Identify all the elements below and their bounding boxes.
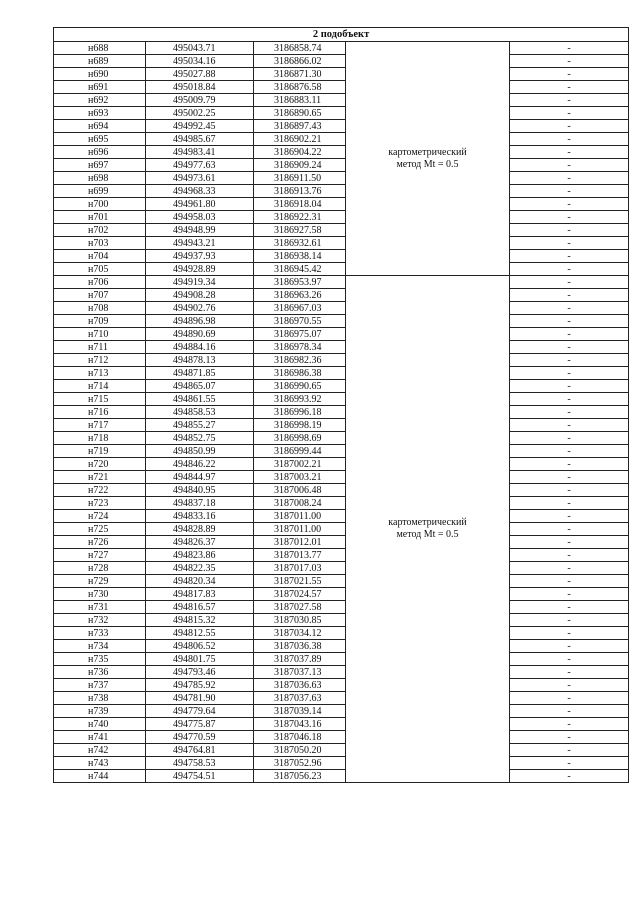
point-id-cell: н697 bbox=[54, 159, 146, 172]
y-coordinate-cell: 3186927.58 bbox=[254, 224, 346, 237]
note-cell: - bbox=[510, 341, 629, 354]
table-row bbox=[54, 770, 629, 783]
table-row bbox=[54, 367, 629, 380]
table-row bbox=[54, 484, 629, 497]
x-coordinate-cell: 495009.79 bbox=[146, 94, 254, 107]
x-coordinate-cell: 494785.92 bbox=[146, 679, 254, 692]
note-cell: - bbox=[510, 107, 629, 120]
note-cell: - bbox=[510, 94, 629, 107]
point-id-cell: н714 bbox=[54, 380, 146, 393]
point-id-cell: н725 bbox=[54, 523, 146, 536]
x-coordinate-cell: 494937.93 bbox=[146, 250, 254, 263]
point-id-cell: н739 bbox=[54, 705, 146, 718]
table-row bbox=[54, 718, 629, 731]
point-id-cell: н720 bbox=[54, 458, 146, 471]
y-coordinate-cell: 3186922.31 bbox=[254, 211, 346, 224]
x-coordinate-cell: 494840.95 bbox=[146, 484, 254, 497]
y-coordinate-cell: 3186975.07 bbox=[254, 328, 346, 341]
point-id-cell: н692 bbox=[54, 94, 146, 107]
note-cell: - bbox=[510, 692, 629, 705]
point-id-cell: н717 bbox=[54, 419, 146, 432]
note-cell: - bbox=[510, 276, 629, 289]
note-cell: - bbox=[510, 744, 629, 757]
y-coordinate-cell: 3186953.97 bbox=[254, 276, 346, 289]
note-cell: - bbox=[510, 393, 629, 406]
y-coordinate-cell: 3186967.03 bbox=[254, 302, 346, 315]
table-row bbox=[54, 744, 629, 757]
table-row bbox=[54, 432, 629, 445]
x-coordinate-cell: 494833.16 bbox=[146, 510, 254, 523]
x-coordinate-cell: 494890.69 bbox=[146, 328, 254, 341]
note-cell: - bbox=[510, 315, 629, 328]
table-row bbox=[54, 263, 629, 276]
y-coordinate-cell: 3187013.77 bbox=[254, 549, 346, 562]
note-cell: - bbox=[510, 757, 629, 770]
point-id-cell: н732 bbox=[54, 614, 146, 627]
y-coordinate-cell: 3186970.55 bbox=[254, 315, 346, 328]
y-coordinate-cell: 3186890.65 bbox=[254, 107, 346, 120]
point-id-cell: н711 bbox=[54, 341, 146, 354]
y-coordinate-cell: 3186978.34 bbox=[254, 341, 346, 354]
y-coordinate-cell: 3186909.24 bbox=[254, 159, 346, 172]
y-coordinate-cell: 3187052.96 bbox=[254, 757, 346, 770]
note-cell: - bbox=[510, 484, 629, 497]
table-row bbox=[54, 705, 629, 718]
point-id-cell: н741 bbox=[54, 731, 146, 744]
y-coordinate-cell: 3186945.42 bbox=[254, 263, 346, 276]
y-coordinate-cell: 3186911.50 bbox=[254, 172, 346, 185]
x-coordinate-cell: 494896.98 bbox=[146, 315, 254, 328]
x-coordinate-cell: 494758.53 bbox=[146, 757, 254, 770]
point-id-cell: н742 bbox=[54, 744, 146, 757]
x-coordinate-cell: 494775.87 bbox=[146, 718, 254, 731]
x-coordinate-cell: 494816.57 bbox=[146, 601, 254, 614]
y-coordinate-cell: 3186990.65 bbox=[254, 380, 346, 393]
note-cell: - bbox=[510, 640, 629, 653]
table-row bbox=[54, 354, 629, 367]
table-row bbox=[54, 549, 629, 562]
x-coordinate-cell: 495002.25 bbox=[146, 107, 254, 120]
note-cell: - bbox=[510, 380, 629, 393]
y-coordinate-cell: 3186876.58 bbox=[254, 81, 346, 94]
point-id-cell: н715 bbox=[54, 393, 146, 406]
x-coordinate-cell: 494837.18 bbox=[146, 497, 254, 510]
x-coordinate-cell: 494812.55 bbox=[146, 627, 254, 640]
x-coordinate-cell: 494884.16 bbox=[146, 341, 254, 354]
point-id-cell: н713 bbox=[54, 367, 146, 380]
table-row bbox=[54, 419, 629, 432]
y-coordinate-cell: 3186871.30 bbox=[254, 68, 346, 81]
x-coordinate-cell: 494943.21 bbox=[146, 237, 254, 250]
x-coordinate-cell: 494928.89 bbox=[146, 263, 254, 276]
y-coordinate-cell: 3187037.89 bbox=[254, 653, 346, 666]
point-id-cell: н724 bbox=[54, 510, 146, 523]
table-row bbox=[54, 588, 629, 601]
x-coordinate-cell: 494983.41 bbox=[146, 146, 254, 159]
table-row bbox=[54, 692, 629, 705]
y-coordinate-cell: 3187002.21 bbox=[254, 458, 346, 471]
note-cell: - bbox=[510, 224, 629, 237]
point-id-cell: н738 bbox=[54, 692, 146, 705]
table-row bbox=[54, 159, 629, 172]
x-coordinate-cell: 494948.99 bbox=[146, 224, 254, 237]
y-coordinate-cell: 3187024.57 bbox=[254, 588, 346, 601]
x-coordinate-cell: 494908.28 bbox=[146, 289, 254, 302]
point-id-cell: н735 bbox=[54, 653, 146, 666]
table-row bbox=[54, 562, 629, 575]
table-row bbox=[54, 185, 629, 198]
y-coordinate-cell: 3187011.00 bbox=[254, 510, 346, 523]
x-coordinate-cell: 494865.07 bbox=[146, 380, 254, 393]
point-id-cell: н712 bbox=[54, 354, 146, 367]
note-cell: - bbox=[510, 731, 629, 744]
point-id-cell: н718 bbox=[54, 432, 146, 445]
point-id-cell: н691 bbox=[54, 81, 146, 94]
point-id-cell: н721 bbox=[54, 471, 146, 484]
table-row bbox=[54, 315, 629, 328]
x-coordinate-cell: 494961.80 bbox=[146, 198, 254, 211]
note-cell: - bbox=[510, 146, 629, 159]
note-cell: - bbox=[510, 289, 629, 302]
table-row bbox=[54, 276, 629, 289]
note-cell: - bbox=[510, 198, 629, 211]
y-coordinate-cell: 3186866.02 bbox=[254, 55, 346, 68]
y-coordinate-cell: 3187037.13 bbox=[254, 666, 346, 679]
x-coordinate-cell: 494846.22 bbox=[146, 458, 254, 471]
table-row bbox=[54, 523, 629, 536]
note-cell: - bbox=[510, 666, 629, 679]
note-cell: - bbox=[510, 159, 629, 172]
table-row bbox=[54, 198, 629, 211]
point-id-cell: н728 bbox=[54, 562, 146, 575]
x-coordinate-cell: 494977.63 bbox=[146, 159, 254, 172]
note-cell: - bbox=[510, 55, 629, 68]
x-coordinate-cell: 494919.34 bbox=[146, 276, 254, 289]
x-coordinate-cell: 494844.97 bbox=[146, 471, 254, 484]
note-cell: - bbox=[510, 445, 629, 458]
note-cell: - bbox=[510, 614, 629, 627]
note-cell: - bbox=[510, 627, 629, 640]
table-row bbox=[54, 757, 629, 770]
table-row bbox=[54, 614, 629, 627]
y-coordinate-cell: 3187003.21 bbox=[254, 471, 346, 484]
y-coordinate-cell: 3186902.21 bbox=[254, 133, 346, 146]
table-row bbox=[54, 211, 629, 224]
point-id-cell: н696 bbox=[54, 146, 146, 159]
x-coordinate-cell: 494855.27 bbox=[146, 419, 254, 432]
table-row bbox=[54, 172, 629, 185]
point-id-cell: н702 bbox=[54, 224, 146, 237]
x-coordinate-cell: 494968.33 bbox=[146, 185, 254, 198]
x-coordinate-cell: 494850.99 bbox=[146, 445, 254, 458]
note-cell: - bbox=[510, 211, 629, 224]
y-coordinate-cell: 3187039.14 bbox=[254, 705, 346, 718]
point-id-cell: н743 bbox=[54, 757, 146, 770]
note-cell: - bbox=[510, 302, 629, 315]
note-cell: - bbox=[510, 718, 629, 731]
note-cell: - bbox=[510, 510, 629, 523]
point-id-cell: н719 bbox=[54, 445, 146, 458]
y-coordinate-cell: 3186998.69 bbox=[254, 432, 346, 445]
point-id-cell: н704 bbox=[54, 250, 146, 263]
table-row bbox=[54, 289, 629, 302]
table-row bbox=[54, 380, 629, 393]
y-coordinate-cell: 3186993.92 bbox=[254, 393, 346, 406]
x-coordinate-cell: 494781.90 bbox=[146, 692, 254, 705]
table-row bbox=[54, 250, 629, 263]
x-coordinate-cell: 494852.75 bbox=[146, 432, 254, 445]
note-cell: - bbox=[510, 458, 629, 471]
note-cell: - bbox=[510, 601, 629, 614]
table-row bbox=[54, 406, 629, 419]
point-id-cell: н737 bbox=[54, 679, 146, 692]
table-row bbox=[54, 94, 629, 107]
y-coordinate-cell: 3186918.04 bbox=[254, 198, 346, 211]
x-coordinate-cell: 494817.83 bbox=[146, 588, 254, 601]
y-coordinate-cell: 3187037.63 bbox=[254, 692, 346, 705]
note-cell: - bbox=[510, 679, 629, 692]
y-coordinate-cell: 3187021.55 bbox=[254, 575, 346, 588]
note-cell: - bbox=[510, 562, 629, 575]
table-row bbox=[54, 653, 629, 666]
point-id-cell: н708 bbox=[54, 302, 146, 315]
coordinates-document bbox=[53, 27, 628, 862]
x-coordinate-cell: 495043.71 bbox=[146, 42, 254, 55]
note-cell: - bbox=[510, 367, 629, 380]
note-cell: - bbox=[510, 419, 629, 432]
y-coordinate-cell: 3186986.38 bbox=[254, 367, 346, 380]
point-id-cell: н695 bbox=[54, 133, 146, 146]
y-coordinate-cell: 3187011.00 bbox=[254, 523, 346, 536]
table-row bbox=[54, 679, 629, 692]
x-coordinate-cell: 495018.84 bbox=[146, 81, 254, 94]
y-coordinate-cell: 3186904.22 bbox=[254, 146, 346, 159]
point-id-cell: н694 bbox=[54, 120, 146, 133]
table-row bbox=[54, 81, 629, 94]
x-coordinate-cell: 494754.51 bbox=[146, 770, 254, 783]
y-coordinate-cell: 3186938.14 bbox=[254, 250, 346, 263]
y-coordinate-cell: 3187046.18 bbox=[254, 731, 346, 744]
table-row bbox=[54, 107, 629, 120]
point-id-cell: н705 bbox=[54, 263, 146, 276]
y-coordinate-cell: 3186998.19 bbox=[254, 419, 346, 432]
table-row bbox=[54, 68, 629, 81]
point-id-cell: н703 bbox=[54, 237, 146, 250]
y-coordinate-cell: 3187043.16 bbox=[254, 718, 346, 731]
y-coordinate-cell: 3187036.38 bbox=[254, 640, 346, 653]
note-cell: - bbox=[510, 770, 629, 783]
note-cell: - bbox=[510, 471, 629, 484]
y-coordinate-cell: 3186999.44 bbox=[254, 445, 346, 458]
point-id-cell: н710 bbox=[54, 328, 146, 341]
y-coordinate-cell: 3187050.20 bbox=[254, 744, 346, 757]
table-row bbox=[54, 328, 629, 341]
table-row bbox=[54, 666, 629, 679]
note-cell: - bbox=[510, 68, 629, 81]
point-id-cell: н729 bbox=[54, 575, 146, 588]
note-cell: - bbox=[510, 237, 629, 250]
point-id-cell: н706 bbox=[54, 276, 146, 289]
table-row bbox=[54, 393, 629, 406]
y-coordinate-cell: 3186897.43 bbox=[254, 120, 346, 133]
y-coordinate-cell: 3187030.85 bbox=[254, 614, 346, 627]
x-coordinate-cell: 494985.67 bbox=[146, 133, 254, 146]
x-coordinate-cell: 494858.53 bbox=[146, 406, 254, 419]
point-id-cell: н730 bbox=[54, 588, 146, 601]
x-coordinate-cell: 494902.76 bbox=[146, 302, 254, 315]
table-row bbox=[54, 42, 629, 55]
x-coordinate-cell: 494770.59 bbox=[146, 731, 254, 744]
note-cell: - bbox=[510, 575, 629, 588]
table-row bbox=[54, 445, 629, 458]
note-cell: - bbox=[510, 653, 629, 666]
note-cell: - bbox=[510, 328, 629, 341]
table-row bbox=[54, 575, 629, 588]
point-id-cell: н688 bbox=[54, 42, 146, 55]
y-coordinate-cell: 3187036.63 bbox=[254, 679, 346, 692]
point-id-cell: н726 bbox=[54, 536, 146, 549]
table-row bbox=[54, 601, 629, 614]
note-cell: - bbox=[510, 523, 629, 536]
note-cell: - bbox=[510, 406, 629, 419]
table-row bbox=[54, 471, 629, 484]
point-id-cell: н734 bbox=[54, 640, 146, 653]
y-coordinate-cell: 3187056.23 bbox=[254, 770, 346, 783]
x-coordinate-cell: 494828.89 bbox=[146, 523, 254, 536]
table-row bbox=[54, 237, 629, 250]
note-cell: - bbox=[510, 250, 629, 263]
y-coordinate-cell: 3186963.26 bbox=[254, 289, 346, 302]
y-coordinate-cell: 3186913.76 bbox=[254, 185, 346, 198]
x-coordinate-cell: 494992.45 bbox=[146, 120, 254, 133]
x-coordinate-cell: 494815.32 bbox=[146, 614, 254, 627]
y-coordinate-cell: 3187006.48 bbox=[254, 484, 346, 497]
x-coordinate-cell: 494801.75 bbox=[146, 653, 254, 666]
x-coordinate-cell: 494958.03 bbox=[146, 211, 254, 224]
x-coordinate-cell: 495027.88 bbox=[146, 68, 254, 81]
x-coordinate-cell: 494793.46 bbox=[146, 666, 254, 679]
table-row bbox=[54, 302, 629, 315]
note-cell: - bbox=[510, 354, 629, 367]
y-coordinate-cell: 3187027.58 bbox=[254, 601, 346, 614]
subobject-title: 2 подобъект bbox=[54, 28, 629, 42]
point-id-cell: н689 bbox=[54, 55, 146, 68]
table-row bbox=[54, 55, 629, 68]
point-id-cell: н709 bbox=[54, 315, 146, 328]
note-cell: - bbox=[510, 172, 629, 185]
table-row bbox=[54, 133, 629, 146]
note-cell: - bbox=[510, 705, 629, 718]
table-row bbox=[54, 224, 629, 237]
table-row bbox=[54, 627, 629, 640]
note-cell: - bbox=[510, 263, 629, 276]
y-coordinate-cell: 3186996.18 bbox=[254, 406, 346, 419]
table-row bbox=[54, 510, 629, 523]
point-id-cell: н716 bbox=[54, 406, 146, 419]
point-id-cell: н731 bbox=[54, 601, 146, 614]
x-coordinate-cell: 494764.81 bbox=[146, 744, 254, 757]
x-coordinate-cell: 494871.85 bbox=[146, 367, 254, 380]
note-cell: - bbox=[510, 133, 629, 146]
point-id-cell: н698 bbox=[54, 172, 146, 185]
x-coordinate-cell: 494822.35 bbox=[146, 562, 254, 575]
table-row bbox=[54, 146, 629, 159]
note-cell: - bbox=[510, 185, 629, 198]
point-id-cell: н723 bbox=[54, 497, 146, 510]
point-id-cell: н690 bbox=[54, 68, 146, 81]
note-cell: - bbox=[510, 81, 629, 94]
x-coordinate-cell: 494820.34 bbox=[146, 575, 254, 588]
x-coordinate-cell: 495034.16 bbox=[146, 55, 254, 68]
point-id-cell: н740 bbox=[54, 718, 146, 731]
y-coordinate-cell: 3187012.01 bbox=[254, 536, 346, 549]
table-row bbox=[54, 640, 629, 653]
point-id-cell: н693 bbox=[54, 107, 146, 120]
point-id-cell: н722 bbox=[54, 484, 146, 497]
x-coordinate-cell: 494878.13 bbox=[146, 354, 254, 367]
table-row bbox=[54, 731, 629, 744]
note-cell: - bbox=[510, 120, 629, 133]
point-id-cell: н701 bbox=[54, 211, 146, 224]
point-id-cell: н699 bbox=[54, 185, 146, 198]
note-cell: - bbox=[510, 536, 629, 549]
point-id-cell: н744 bbox=[54, 770, 146, 783]
point-id-cell: н733 bbox=[54, 627, 146, 640]
point-id-cell: н707 bbox=[54, 289, 146, 302]
note-cell: - bbox=[510, 432, 629, 445]
y-coordinate-cell: 3186883.11 bbox=[254, 94, 346, 107]
x-coordinate-cell: 494823.86 bbox=[146, 549, 254, 562]
table-row bbox=[54, 536, 629, 549]
method-cell: картометрический метод Mt = 0.5 bbox=[346, 276, 510, 783]
coordinates-table bbox=[53, 27, 629, 783]
table-row bbox=[54, 458, 629, 471]
y-coordinate-cell: 3187017.03 bbox=[254, 562, 346, 575]
point-id-cell: н727 bbox=[54, 549, 146, 562]
note-cell: - bbox=[510, 42, 629, 55]
table-row bbox=[54, 120, 629, 133]
y-coordinate-cell: 3186932.61 bbox=[254, 237, 346, 250]
x-coordinate-cell: 494806.52 bbox=[146, 640, 254, 653]
x-coordinate-cell: 494779.64 bbox=[146, 705, 254, 718]
method-cell: картометрический метод Mt = 0.5 bbox=[346, 42, 510, 276]
y-coordinate-cell: 3186982.36 bbox=[254, 354, 346, 367]
y-coordinate-cell: 3186858.74 bbox=[254, 42, 346, 55]
note-cell: - bbox=[510, 588, 629, 601]
y-coordinate-cell: 3187008.24 bbox=[254, 497, 346, 510]
x-coordinate-cell: 494973.61 bbox=[146, 172, 254, 185]
point-id-cell: н700 bbox=[54, 198, 146, 211]
point-id-cell: н736 bbox=[54, 666, 146, 679]
table-row bbox=[54, 497, 629, 510]
note-cell: - bbox=[510, 497, 629, 510]
x-coordinate-cell: 494826.37 bbox=[146, 536, 254, 549]
x-coordinate-cell: 494861.55 bbox=[146, 393, 254, 406]
note-cell: - bbox=[510, 549, 629, 562]
table-row bbox=[54, 341, 629, 354]
y-coordinate-cell: 3187034.12 bbox=[254, 627, 346, 640]
